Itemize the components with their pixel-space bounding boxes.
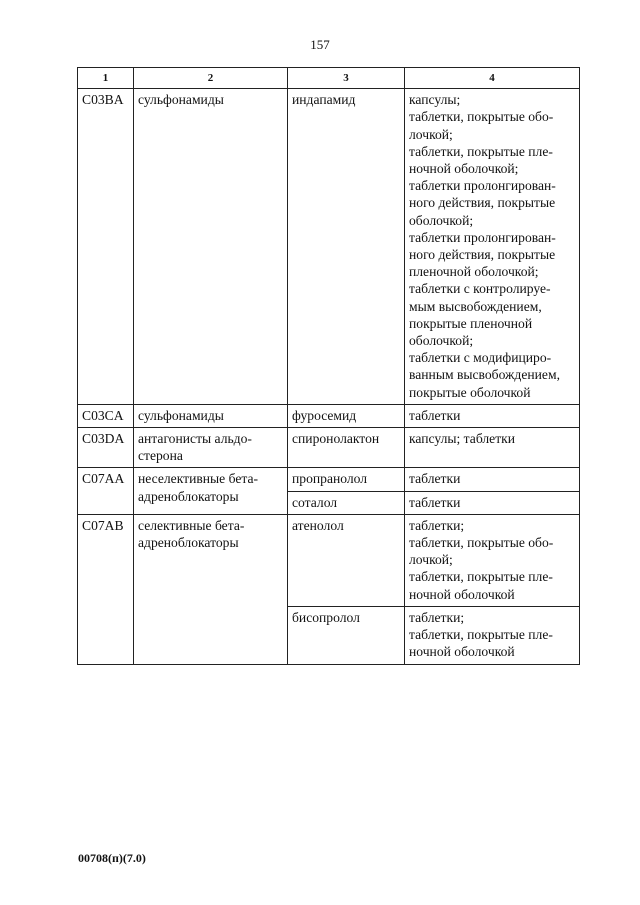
- group-text-line: адреноблокаторы: [138, 535, 239, 551]
- table-row: [78, 514, 580, 606]
- drug-name-cell: спиронолактон: [288, 428, 405, 468]
- dosage-form-line: таблетки пролонгирован-: [409, 178, 556, 194]
- pharmacological-group-cell: [134, 404, 288, 427]
- group-text-line: неселективные бета-: [138, 471, 259, 487]
- dosage-form-line: таблетки, покрытые обо-: [409, 535, 554, 551]
- dosage-form-line: ного действия, покрытые: [409, 195, 556, 211]
- dosage-form-line: лочкой;: [409, 552, 453, 568]
- dosage-form-cell: [405, 606, 580, 664]
- dosage-form-line: ночной оболочкой;: [409, 161, 519, 177]
- dosage-form-line: таблетки с модифициро-: [409, 350, 552, 366]
- table-body: [78, 89, 580, 664]
- dosage-form-line: таблетки;: [409, 609, 465, 625]
- pharmacological-group-cell: [134, 428, 288, 468]
- dosage-form-line: таблетки, покрытые обо-: [409, 109, 554, 125]
- table-header-row: [78, 68, 580, 89]
- dosage-form-line: ночной оболочкой: [409, 586, 515, 602]
- drug-classification-table: [77, 67, 580, 665]
- drug-name-cell: атенолол: [288, 514, 405, 606]
- pharmacological-group-cell: [134, 514, 288, 664]
- dosage-form-line: таблетки;: [409, 517, 465, 533]
- dosage-form-line: ного действия, покрытые: [409, 247, 556, 263]
- group-text-line: адреноблокаторы: [138, 488, 239, 504]
- drug-name-cell: пропранолол: [288, 468, 405, 491]
- drug-name-cell: соталол: [288, 491, 405, 514]
- group-text-line: селективные бета-: [138, 517, 245, 533]
- dosage-form-line: таблетки с контролируе-: [409, 281, 551, 297]
- dosage-form-cell: [405, 514, 580, 606]
- dosage-form-line: капсулы; таблетки: [409, 431, 516, 447]
- dosage-form-line: таблетки, покрытые пле-: [409, 569, 553, 585]
- dosage-form-cell: [405, 428, 580, 468]
- atc-code-cell: C03CA: [78, 404, 134, 427]
- table-row: [78, 468, 580, 491]
- column-header-3: 3: [288, 68, 405, 89]
- dosage-form-line: ванным высвобождением,: [409, 367, 560, 383]
- dosage-form-line: таблетки: [409, 407, 461, 423]
- dosage-form-cell: [405, 404, 580, 427]
- pharmacological-group-cell: [134, 468, 288, 514]
- group-text-line: антагонисты альдо-: [138, 431, 252, 447]
- atc-code-cell: C03BA: [78, 89, 134, 405]
- dosage-form-line: оболочкой;: [409, 212, 474, 228]
- dosage-form-line: покрытые оболочкой: [409, 384, 531, 400]
- group-text-line: стерона: [138, 448, 183, 464]
- dosage-form-cell: [405, 89, 580, 405]
- dosage-form-line: таблетки: [409, 471, 461, 487]
- dosage-form-line: таблетки, покрытые пле-: [409, 143, 553, 159]
- dosage-form-line: таблетки, покрытые пле-: [409, 627, 553, 643]
- drug-name-cell: бисопролол: [288, 606, 405, 664]
- dosage-form-line: покрытые пленочной: [409, 315, 533, 331]
- atc-code-cell: C03DA: [78, 428, 134, 468]
- drug-name-cell: индапамид: [288, 89, 405, 405]
- dosage-form-line: ночной оболочкой: [409, 644, 515, 660]
- column-header-2: 2: [134, 68, 288, 89]
- table-row: [78, 404, 580, 427]
- atc-code-cell: C07AB: [78, 514, 134, 664]
- group-text-line: сульфонамиды: [138, 407, 224, 423]
- table-row: [78, 428, 580, 468]
- document-code: 00708(п)(7.0): [78, 851, 146, 865]
- column-header-4: 4: [405, 68, 580, 89]
- dosage-form-line: оболочкой;: [409, 333, 474, 349]
- dosage-form-line: лочкой;: [409, 126, 453, 142]
- dosage-form-cell: [405, 491, 580, 514]
- group-text-line: сульфонамиды: [138, 92, 224, 108]
- page-number: 157: [310, 37, 330, 52]
- dosage-form-line: таблетки пролонгирован-: [409, 229, 556, 245]
- drug-name-cell: фуросемид: [288, 404, 405, 427]
- table-row: [78, 89, 580, 405]
- atc-code-cell: C07AA: [78, 468, 134, 514]
- column-header-1: 1: [78, 68, 134, 89]
- dosage-form-line: мым высвобождением,: [409, 298, 542, 314]
- pharmacological-group-cell: [134, 89, 288, 405]
- dosage-form-cell: [405, 468, 580, 491]
- dosage-form-line: пленочной оболочкой;: [409, 264, 539, 280]
- dosage-form-line: капсулы;: [409, 92, 461, 108]
- dosage-form-line: таблетки: [409, 494, 461, 510]
